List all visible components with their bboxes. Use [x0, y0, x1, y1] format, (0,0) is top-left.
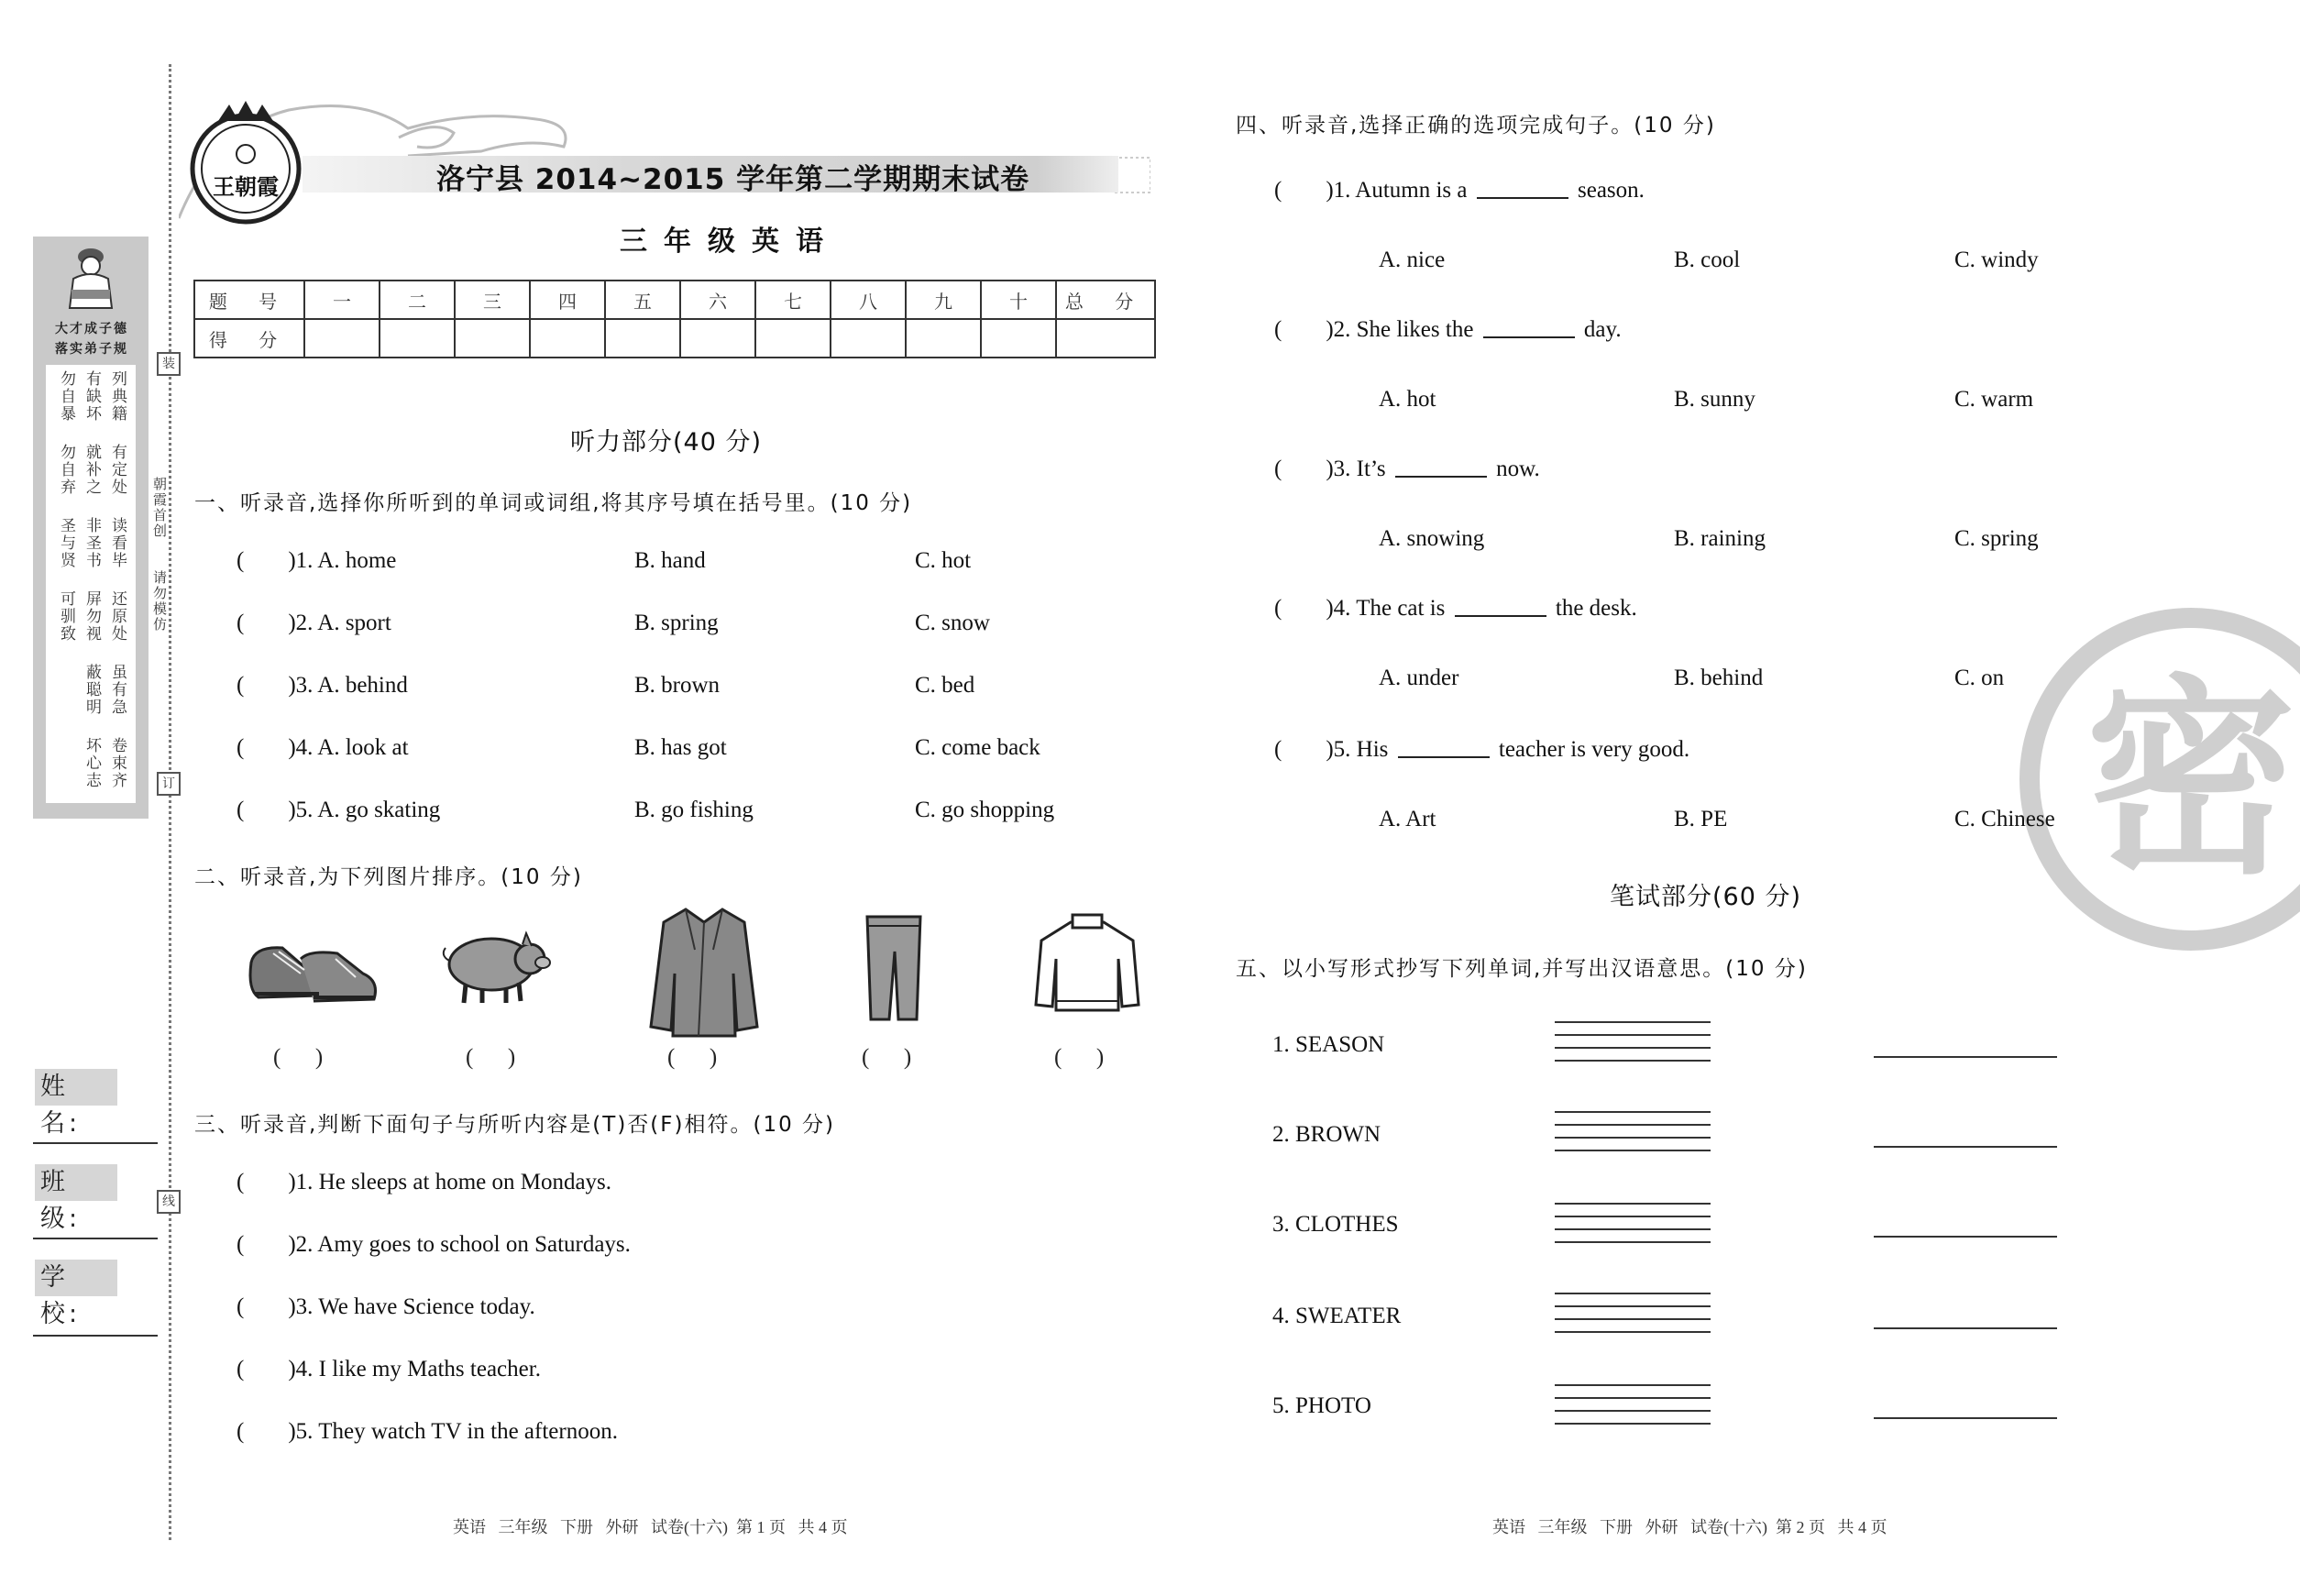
fill-blank[interactable] — [1455, 615, 1546, 617]
answer-paren[interactable]: ( — [1274, 317, 1282, 342]
score-cell[interactable] — [906, 319, 981, 358]
option-c: C. windy — [1954, 248, 2039, 272]
rule-text: 坏心志 — [83, 737, 101, 789]
table-cell: 五 — [605, 281, 680, 319]
meaning-line[interactable] — [1874, 1327, 2057, 1329]
q1-item: ( )3. A. behind — [237, 673, 408, 698]
binding-dotted-line — [169, 64, 171, 1540]
answer-paren[interactable]: ( — [237, 673, 245, 698]
bind-mark: 线 — [157, 1190, 181, 1214]
scholar-figure-icon — [64, 242, 117, 315]
copy-word: 5. PHOTO — [1272, 1393, 1371, 1418]
option-a: A. hot — [1379, 387, 1436, 412]
q3-item: ( )3. We have Science today. — [237, 1294, 535, 1319]
confidential-seal — [2017, 605, 2300, 953]
rules-box — [46, 365, 136, 803]
table-cell: 得 分 — [194, 319, 304, 358]
copy-lines[interactable] — [1555, 1384, 1711, 1426]
picture-order-paren[interactable]: ( ) — [466, 1045, 516, 1070]
answer-paren[interactable]: ( — [237, 611, 245, 635]
rule-text: 非圣书 — [83, 517, 101, 569]
q4-item: ( )3. It’s now. — [1274, 457, 1540, 481]
pig-picture — [438, 919, 557, 1010]
rule-text: 圣与贤 — [57, 517, 75, 569]
answer-paren[interactable]: ( — [237, 1419, 245, 1444]
score-cell[interactable] — [380, 319, 455, 358]
school-field[interactable] — [33, 1335, 158, 1337]
rule-text: 卷束齐 — [108, 737, 127, 789]
meaning-line[interactable] — [1874, 1236, 2057, 1238]
score-cell[interactable] — [530, 319, 605, 358]
rule-text: 屏勿视 — [83, 590, 101, 643]
option-c: C. come back — [915, 735, 1040, 760]
listening-part-title: 听力部分(40 分) — [570, 428, 763, 457]
score-cell[interactable] — [680, 319, 755, 358]
answer-paren[interactable]: ( — [1274, 737, 1282, 762]
fill-blank[interactable] — [1398, 756, 1490, 758]
table-cell: 二 — [380, 281, 455, 319]
rule-text: 可驯致 — [57, 590, 75, 643]
motto-line-1: 大才成子德 — [55, 322, 128, 336]
q3-item: ( )2. Amy goes to school on Saturdays. — [237, 1232, 631, 1257]
meaning-line[interactable] — [1874, 1056, 2057, 1058]
option-a: A. nice — [1379, 248, 1446, 272]
answer-paren[interactable]: ( — [237, 1232, 245, 1257]
table-cell: 四 — [530, 281, 605, 319]
option-b: B. brown — [634, 673, 721, 698]
option-b: B. sunny — [1674, 387, 1755, 412]
section-3-heading: 三、听录音,判断下面句子与所听内容是(T)否(F)相符。(10 分) — [194, 1113, 836, 1137]
class-label: 班 级: — [35, 1164, 117, 1201]
brand-logo — [182, 99, 310, 227]
option-b: B. go fishing — [634, 798, 754, 822]
score-cell[interactable] — [455, 319, 530, 358]
exam-title: 洛宁县 2014~2015 学年第二学期期末试卷 — [436, 163, 1030, 196]
score-cell[interactable] — [755, 319, 831, 358]
section-5-heading: 五、以小写形式抄写下列单词,并写出汉语意思。(10 分) — [1236, 957, 1808, 981]
option-a: A. under — [1379, 666, 1459, 690]
vertical-note: 请勿模仿 — [151, 570, 168, 633]
section-4-heading: 四、听录音,选择正确的选项完成句子。(10 分) — [1236, 114, 1716, 138]
footer-page-2: 英语 三年级 下册 外研 试卷(十六) 第 2 页 共 4 页 — [1492, 1518, 1887, 1536]
writing-part-title: 笔试部分(60 分) — [1610, 883, 1802, 911]
table-cell: 九 — [906, 281, 981, 319]
copy-lines[interactable] — [1555, 1293, 1711, 1335]
answer-paren[interactable]: ( — [237, 1170, 245, 1194]
score-table-score-row — [194, 319, 1155, 358]
rule-text: 列典籍 — [108, 370, 127, 423]
table-cell: 题 号 — [194, 281, 304, 319]
option-c: C. warm — [1954, 387, 2034, 412]
seal-character: 密 — [2085, 658, 2297, 903]
vertical-note: 朝霞首创 — [151, 477, 168, 539]
q1-item: ( )4. A. look at — [237, 735, 409, 760]
option-c: C. go shopping — [915, 798, 1055, 822]
meaning-line[interactable] — [1874, 1417, 2057, 1419]
q4-item: ( )4. The cat is the desk. — [1274, 596, 1637, 621]
fill-blank[interactable] — [1477, 197, 1568, 199]
answer-paren[interactable]: ( — [1274, 457, 1282, 481]
subject-title: 三年级英语 — [620, 226, 840, 258]
option-a: A. Art — [1379, 807, 1436, 831]
option-c: C. hot — [915, 548, 972, 573]
copy-lines[interactable] — [1555, 1111, 1711, 1153]
q3-item: ( )1. He sleeps at home on Mondays. — [237, 1170, 612, 1194]
name-field[interactable] — [33, 1142, 158, 1144]
footer-page-1: 英语 三年级 下册 外研 试卷(十六) 第 1 页 共 4 页 — [453, 1518, 848, 1536]
rule-text: 还原处 — [108, 590, 127, 643]
bind-mark: 装 — [157, 352, 181, 376]
bind-mark: 订 — [157, 772, 181, 796]
option-c: C. on — [1954, 666, 2005, 690]
score-cell[interactable] — [605, 319, 680, 358]
table-cell: 六 — [680, 281, 755, 319]
option-b: B. has got — [634, 735, 727, 760]
option-b: B. spring — [634, 611, 719, 635]
option-c: C. snow — [915, 611, 990, 635]
q4-item: ( )1. Autumn is a season. — [1274, 178, 1645, 203]
rule-text: 虽有急 — [108, 664, 127, 716]
score-cell[interactable] — [304, 319, 380, 358]
copy-word: 4. SWEATER — [1272, 1304, 1402, 1328]
table-cell: 八 — [831, 281, 906, 319]
table-cell: 总 分 — [1056, 281, 1155, 319]
score-table — [193, 280, 1156, 358]
q3-item: ( )5. They watch TV in the afternoon. — [237, 1419, 618, 1444]
table-cell: 三 — [455, 281, 530, 319]
answer-paren[interactable]: ( — [237, 798, 245, 822]
sweater-picture — [1034, 913, 1140, 1016]
option-b: B. hand — [634, 548, 706, 573]
brand-logo-text: 王朝霞 — [213, 173, 279, 200]
copy-lines[interactable] — [1555, 1203, 1711, 1245]
score-cell[interactable] — [831, 319, 906, 358]
sidebar-motto-panel — [33, 237, 149, 819]
score-table-header-row — [194, 281, 1155, 319]
option-c: C. spring — [1954, 526, 2039, 551]
q3-item: ( )4. I like my Maths teacher. — [237, 1357, 541, 1381]
picture-order-paren[interactable]: ( ) — [273, 1045, 324, 1070]
answer-paren[interactable]: ( — [237, 548, 245, 573]
table-cell: 七 — [755, 281, 831, 319]
copy-word: 1. SEASON — [1272, 1032, 1385, 1057]
meaning-line[interactable] — [1874, 1146, 2057, 1148]
rule-text: 有缺坏 — [83, 370, 101, 423]
section-2-heading: 二、听录音,为下列图片排序。(10 分) — [194, 865, 583, 889]
picture-order-paren[interactable]: ( ) — [1054, 1045, 1105, 1070]
copy-word: 2. BROWN — [1272, 1122, 1381, 1147]
rule-text: 有定处 — [108, 444, 127, 496]
copy-word: 3. CLOTHES — [1272, 1212, 1399, 1237]
fill-blank[interactable] — [1395, 476, 1487, 478]
table-cell: 一 — [304, 281, 380, 319]
section-1-heading: 一、听录音,选择你所听到的单词或词组,将其序号填在括号里。(10 分) — [194, 491, 913, 515]
picture-order-paren[interactable]: ( ) — [862, 1045, 912, 1070]
answer-paren[interactable]: ( — [1274, 178, 1282, 203]
copy-lines[interactable] — [1555, 1021, 1711, 1063]
q4-item: ( )2. She likes the day. — [1274, 317, 1622, 342]
fill-blank[interactable] — [1483, 336, 1575, 338]
school-label: 学 校: — [35, 1260, 117, 1296]
q1-item: ( )1. A. home — [237, 548, 397, 573]
q1-item: ( )5. A. go skating — [237, 798, 441, 822]
picture-order-paren[interactable]: ( ) — [667, 1045, 718, 1070]
q4-item: ( )5. His teacher is very good. — [1274, 737, 1690, 762]
rule-text: 勿自暴 — [57, 370, 75, 423]
option-c: C. bed — [915, 673, 975, 698]
option-c: C. Chinese — [1954, 807, 2055, 831]
option-b: B. raining — [1674, 526, 1766, 551]
option-b: B. cool — [1674, 248, 1741, 272]
name-label: 姓 名: — [35, 1069, 117, 1106]
rule-text: 蔽聪明 — [83, 664, 101, 716]
shoes-picture — [246, 926, 381, 1014]
option-b: B. PE — [1674, 807, 1728, 831]
coat-picture — [649, 904, 759, 1038]
option-a: A. snowing — [1379, 526, 1485, 551]
rule-text: 勿自弃 — [57, 444, 75, 496]
score-cell[interactable] — [1056, 319, 1155, 358]
rule-text: 就补之 — [83, 444, 101, 496]
motto-line-2: 落实弟子规 — [55, 342, 128, 357]
table-cell: 十 — [981, 281, 1056, 319]
q1-item: ( )2. A. sport — [237, 611, 391, 635]
rule-text: 读看毕 — [108, 517, 127, 569]
class-field[interactable] — [33, 1238, 158, 1239]
answer-paren[interactable]: ( — [237, 1357, 245, 1381]
answer-paren[interactable]: ( — [237, 1294, 245, 1319]
option-b: B. behind — [1674, 666, 1764, 690]
score-cell[interactable] — [981, 319, 1056, 358]
answer-paren[interactable]: ( — [1274, 596, 1282, 621]
answer-paren[interactable]: ( — [237, 735, 245, 760]
trousers-picture — [862, 913, 926, 1023]
